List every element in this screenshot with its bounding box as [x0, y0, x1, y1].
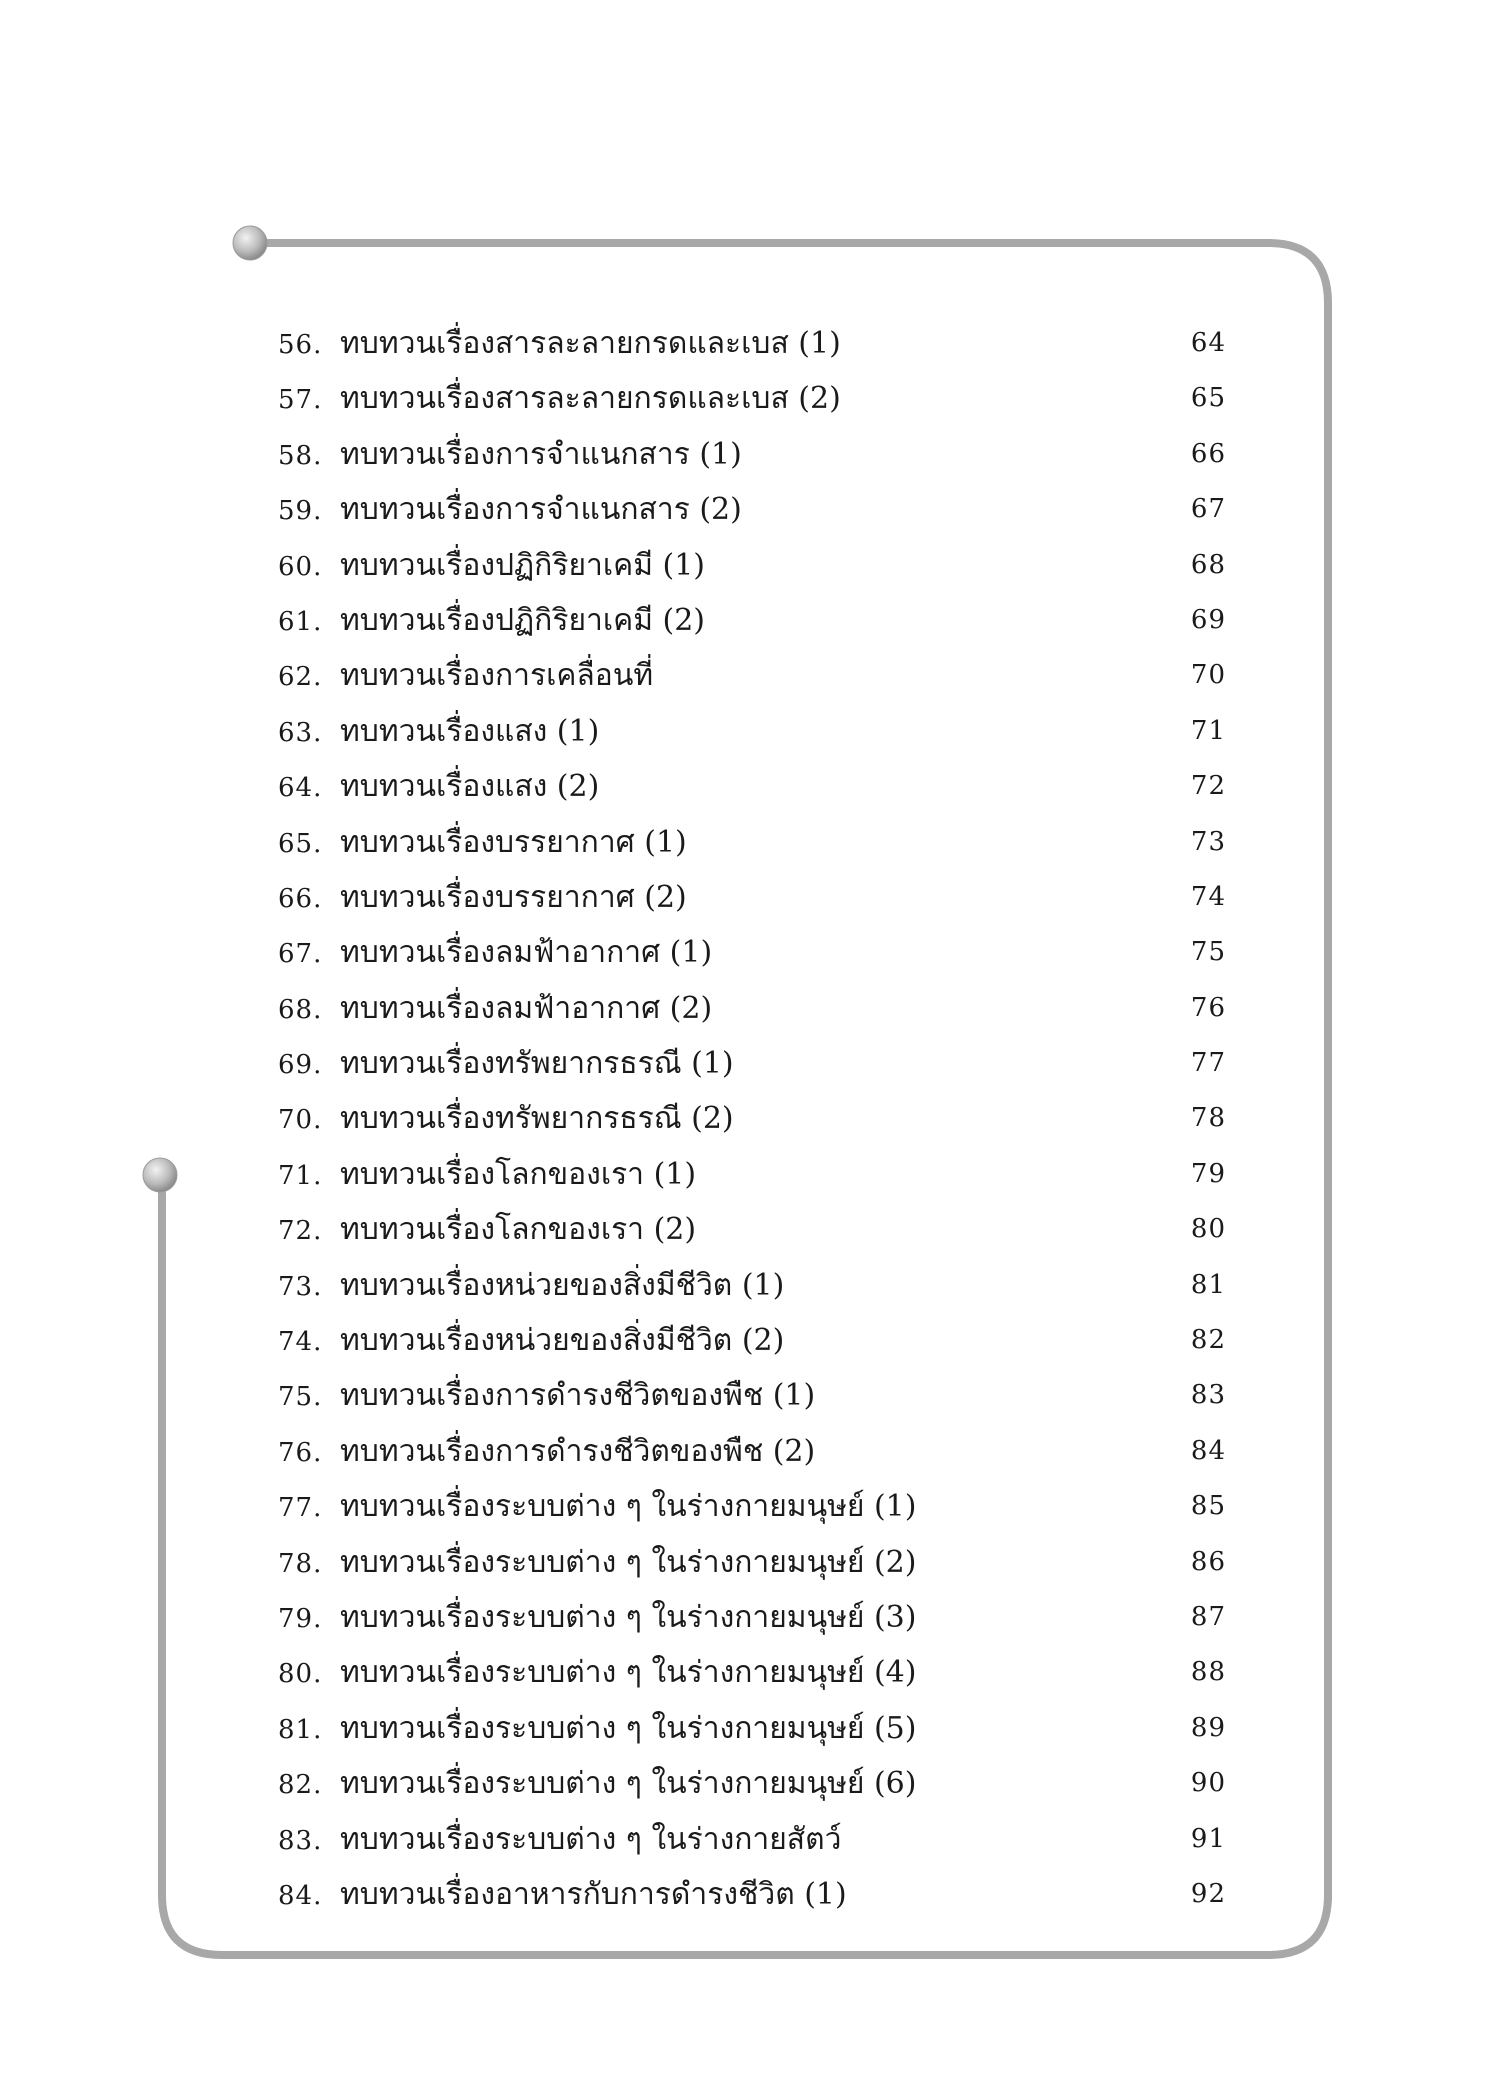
entry-page-number: 71 — [1190, 715, 1226, 746]
entry-title: ทบทวนเรื่องระบบต่าง ๆ ในร่างกายมนุษย์ (5) — [340, 1710, 917, 1746]
entry-number: 76. — [278, 1437, 323, 1468]
entry-number: 66. — [278, 883, 323, 914]
toc-entry — [278, 1701, 1226, 1756]
toc-entry — [278, 538, 1226, 593]
toc-entry — [278, 1479, 1226, 1534]
entry-page-number: 89 — [1190, 1712, 1226, 1743]
entry-title: ทบทวนเรื่องทรัพยากรธรณี (2) — [340, 1101, 734, 1137]
entry-title: ทบทวนเรื่องระบบต่าง ๆ ในร่างกายมนุษย์ (3) — [340, 1599, 917, 1635]
entry-page-number: 81 — [1190, 1269, 1226, 1300]
entry-title: ทบทวนเรื่องระบบต่าง ๆ ในร่างกายสัตว์ — [340, 1821, 842, 1857]
entry-number: 64. — [278, 773, 323, 804]
toc-entry — [278, 1645, 1226, 1700]
entry-title: ทบทวนเรื่องอาหารกับการดำรงชีวิต (1) — [340, 1876, 847, 1912]
toc-entry — [278, 316, 1226, 371]
entry-number: 70. — [278, 1105, 323, 1136]
toc-entry — [278, 925, 1226, 980]
toc-entry — [278, 1258, 1226, 1313]
entry-number: 57. — [278, 385, 323, 416]
entry-title: ทบทวนเรื่องโลกของเรา (2) — [340, 1212, 697, 1248]
toc-entry — [278, 981, 1226, 1036]
entry-title: ทบทวนเรื่องปฏิกิริยาเคมี (2) — [340, 602, 705, 638]
entry-page-number: 92 — [1190, 1878, 1226, 1909]
entry-title: ทบทวนเรื่องลมฟ้าอากาศ (1) — [340, 935, 713, 971]
entry-title: ทบทวนเรื่องบรรยากาศ (2) — [340, 879, 687, 915]
toc-entry — [278, 1147, 1226, 1202]
entry-title: ทบทวนเรื่องสารละลายกรดและเบส (1) — [340, 326, 841, 361]
entry-title: ทบทวนเรื่องหน่วยของสิ่งมีชีวิต (1) — [340, 1267, 785, 1303]
entry-title: ทบทวนเรื่องการดำรงชีวิตของพืช (2) — [340, 1433, 816, 1469]
entry-page-number: 84 — [1190, 1435, 1226, 1466]
entry-page-number: 86 — [1190, 1546, 1226, 1577]
entry-page-number: 91 — [1190, 1823, 1226, 1854]
entry-page-number: 64 — [1190, 328, 1226, 358]
toc-entry — [278, 759, 1226, 814]
entry-title: ทบทวนเรื่องทรัพยากรธรณี (1) — [340, 1046, 734, 1082]
entry-page-number: 88 — [1190, 1657, 1226, 1688]
entry-number: 65. — [278, 828, 323, 859]
toc-entry — [278, 482, 1226, 537]
entry-title: ทบทวนเรื่องระบบต่าง ๆ ในร่างกายมนุษย์ (2) — [340, 1544, 917, 1580]
entry-page-number: 75 — [1190, 937, 1226, 968]
toc-entry — [278, 1202, 1226, 1257]
toc-entry — [278, 1535, 1226, 1590]
entry-number: 74. — [278, 1327, 323, 1358]
entry-page-number: 76 — [1190, 992, 1226, 1023]
toc-entry — [278, 1812, 1226, 1867]
entry-title: ทบทวนเรื่องแสง (2) — [340, 769, 600, 805]
entry-page-number: 70 — [1190, 660, 1226, 691]
entry-page-number: 65 — [1190, 383, 1226, 414]
entry-number: 59. — [278, 496, 323, 527]
toc-entry — [278, 371, 1226, 426]
entry-page-number: 72 — [1190, 771, 1226, 802]
toc-entry — [278, 593, 1226, 648]
entry-number: 82. — [278, 1770, 323, 1801]
entry-number: 71. — [278, 1160, 323, 1191]
entry-page-number: 80 — [1190, 1214, 1226, 1245]
toc-entry — [278, 704, 1226, 759]
toc-entry — [278, 648, 1226, 703]
entry-number: 77. — [278, 1493, 323, 1524]
entry-page-number: 87 — [1190, 1601, 1226, 1632]
entry-number: 60. — [278, 551, 323, 582]
entry-number: 79. — [278, 1603, 323, 1634]
entry-page-number: 90 — [1190, 1768, 1226, 1799]
entry-title: ทบทวนเรื่องการจำแนกสาร (1) — [340, 436, 742, 472]
top-knob-icon — [233, 226, 267, 260]
toc-entry — [278, 1368, 1226, 1423]
entry-title: ทบทวนเรื่องการจำแนกสาร (2) — [340, 492, 742, 528]
table-of-contents — [278, 316, 1226, 1922]
entry-number: 68. — [278, 994, 323, 1025]
entry-number: 67. — [278, 939, 323, 970]
entry-number: 63. — [278, 717, 323, 748]
toc-entry — [278, 815, 1226, 870]
entry-title: ทบทวนเรื่องแสง (1) — [340, 713, 600, 749]
entry-title: ทบทวนเรื่องบรรยากาศ (1) — [340, 824, 687, 860]
toc-entry — [278, 1091, 1226, 1146]
entry-page-number: 74 — [1190, 881, 1226, 912]
entry-page-number: 85 — [1190, 1491, 1226, 1522]
entry-number: 78. — [278, 1548, 323, 1579]
toc-entry — [278, 1590, 1226, 1645]
entry-title: ทบทวนเรื่องโลกของเรา (1) — [340, 1156, 697, 1192]
entry-page-number: 79 — [1190, 1158, 1226, 1189]
entry-title: ทบทวนเรื่องปฏิกิริยาเคมี (1) — [340, 547, 705, 583]
entry-title: ทบทวนเรื่องหน่วยของสิ่งมีชีวิต (2) — [340, 1323, 785, 1359]
entry-title: ทบทวนเรื่องการเคลื่อนที่ — [340, 658, 654, 694]
entry-number: 80. — [278, 1659, 323, 1690]
entry-title: ทบทวนเรื่องระบบต่าง ๆ ในร่างกายมนุษย์ (6) — [340, 1766, 917, 1802]
toc-entry — [278, 1036, 1226, 1091]
entry-page-number: 83 — [1190, 1380, 1226, 1411]
toc-entry — [278, 870, 1226, 925]
entry-number: 81. — [278, 1714, 323, 1745]
entry-number: 58. — [278, 440, 323, 471]
toc-entry — [278, 1867, 1226, 1922]
entry-title: ทบทวนเรื่องสารละลายกรดและเบส (2) — [340, 381, 841, 417]
entry-page-number: 77 — [1190, 1048, 1226, 1079]
entry-page-number: 78 — [1190, 1103, 1226, 1134]
toc-entry — [278, 1756, 1226, 1811]
entry-title: ทบทวนเรื่องการดำรงชีวิตของพืช (1) — [340, 1378, 816, 1414]
entry-number: 61. — [278, 606, 323, 637]
entry-page-number: 66 — [1190, 438, 1226, 469]
entry-number: 72. — [278, 1216, 323, 1247]
entry-title: ทบทวนเรื่องระบบต่าง ๆ ในร่างกายมนุษย์ (1) — [340, 1489, 917, 1525]
entry-page-number: 73 — [1190, 826, 1226, 857]
left-knob-icon — [143, 1158, 177, 1192]
entry-number: 83. — [278, 1825, 323, 1856]
entry-number: 73. — [278, 1271, 323, 1302]
entry-page-number: 68 — [1190, 549, 1226, 580]
entry-page-number: 69 — [1190, 604, 1226, 635]
entry-page-number: 82 — [1190, 1325, 1226, 1356]
entry-number: 69. — [278, 1050, 323, 1081]
entry-page-number: 67 — [1190, 494, 1226, 525]
toc-entry — [278, 427, 1226, 482]
entry-number: 84. — [278, 1880, 323, 1911]
entry-number: 62. — [278, 662, 323, 693]
toc-entry — [278, 1424, 1226, 1479]
entry-title: ทบทวนเรื่องระบบต่าง ๆ ในร่างกายมนุษย์ (4) — [340, 1655, 917, 1691]
toc-entry — [278, 1313, 1226, 1368]
entry-number: 75. — [278, 1382, 323, 1413]
entry-number: 56. — [278, 330, 323, 360]
entry-title: ทบทวนเรื่องลมฟ้าอากาศ (2) — [340, 990, 713, 1026]
